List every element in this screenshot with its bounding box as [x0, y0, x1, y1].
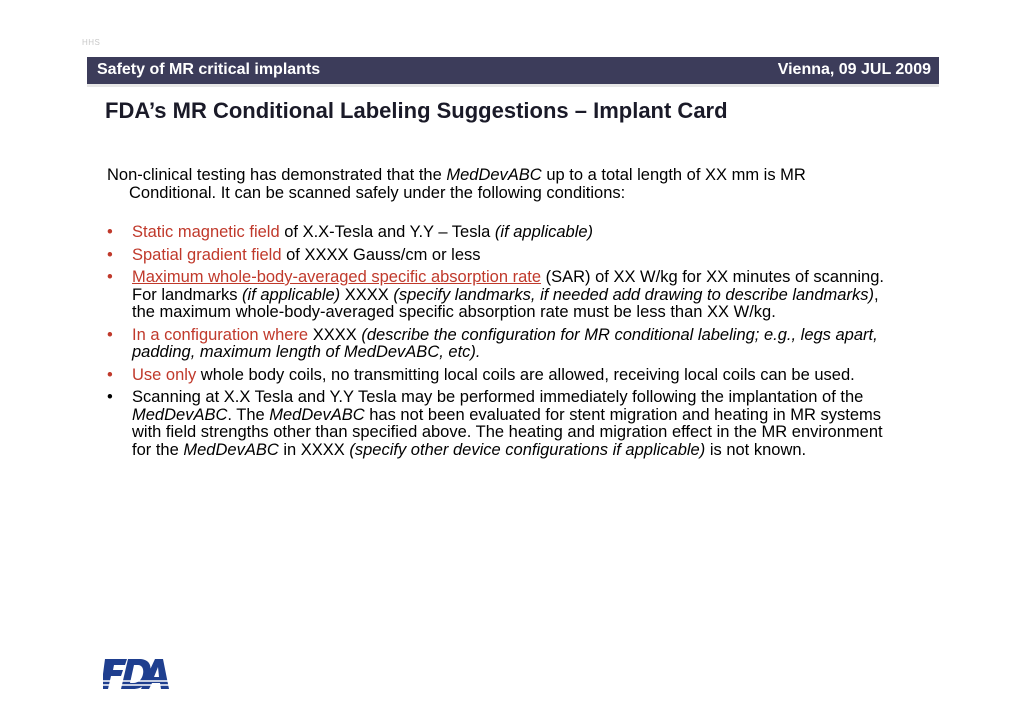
condition-text: . The: [227, 405, 270, 424]
condition-label: Maximum whole-body-averaged specific absorption rate: [132, 268, 542, 286]
condition-label: Use only: [132, 365, 197, 384]
condition-text: of XXXX Gauss/cm or less: [281, 245, 481, 264]
slide-body: [107, 167, 897, 464]
bullet-marker: •: [107, 325, 113, 344]
header-date: Vienna, 09 JUL 2009: [777, 61, 931, 78]
bullet-marker: •: [107, 223, 113, 241]
condition-text: XXXX: [308, 325, 362, 344]
device-name: MedDevABC: [269, 405, 365, 424]
conditions-list: [107, 224, 897, 459]
list-item: [107, 389, 897, 459]
bullet-marker: •: [107, 268, 113, 286]
intro-device-name: MedDevABC: [446, 166, 542, 184]
condition-note: (if applicable): [494, 223, 594, 241]
intro-paragraph: [107, 167, 897, 202]
condition-note: (specify landmarks, if needed add drawing to describe landmarks): [393, 285, 874, 304]
intro-text-2: up to a total length of XX mm is MR Conditional. It can be scanned safely under the following conditions:: [129, 166, 806, 202]
condition-text: is not known.: [705, 440, 807, 459]
fda-logo: [103, 657, 171, 696]
condition-label: Spatial gradient field: [132, 245, 282, 264]
condition-note: (specify other device configurations if applicable): [349, 440, 706, 459]
condition-text: Scanning at X.X Tesla and Y.Y Tesla may be performed immediately following the implantation of the: [132, 388, 864, 406]
condition-note: (if applicable): [242, 285, 341, 304]
watermark-text: HHS: [82, 38, 101, 47]
fda-logo-icon: [103, 657, 171, 691]
condition-label: Static magnetic field: [132, 223, 280, 241]
condition-label: In a configuration where: [132, 325, 309, 344]
list-item: [107, 367, 897, 385]
bullet-marker: •: [107, 365, 113, 384]
condition-note: (describe the configuration for MR conditional labeling; e.g., legs apart, padding, maximum length of MedDevABC, etc).: [132, 325, 878, 361]
device-name: MedDevABC: [183, 440, 279, 459]
list-item: [107, 327, 897, 362]
device-name: MedDevABC: [132, 405, 228, 424]
header-bar: [87, 57, 939, 87]
condition-text: , the maximum whole-body-averaged specific absorption rate must be less than XX W/kg.: [132, 285, 879, 321]
bullet-marker: •: [107, 245, 113, 264]
list-item: [107, 247, 897, 265]
condition-text: of X.X-Tesla and Y.Y – Tesla: [279, 223, 495, 241]
slide-title: FDA’s MR Conditional Labeling Suggestions – Implant Card: [105, 98, 728, 123]
condition-text: whole body coils, no transmitting local coils are allowed, receiving local coils can be used.: [196, 365, 855, 384]
condition-text: XXXX: [340, 285, 394, 304]
list-item: [107, 224, 897, 242]
condition-text: (SAR) of XX W/kg for XX minutes of scanning. For landmarks: [132, 268, 884, 304]
intro-text-1: Non-clinical testing has demonstrated that the: [107, 166, 447, 184]
condition-text: in XXXX: [278, 440, 350, 459]
list-item: [107, 269, 897, 322]
header-title: Safety of MR critical implants: [97, 61, 321, 78]
bullet-marker: •: [107, 388, 113, 406]
condition-text: has not been evaluated for stent migration and heating in MR systems with field strengths other than specified above. The heating and migration effect in the MR environment for the: [132, 405, 883, 459]
